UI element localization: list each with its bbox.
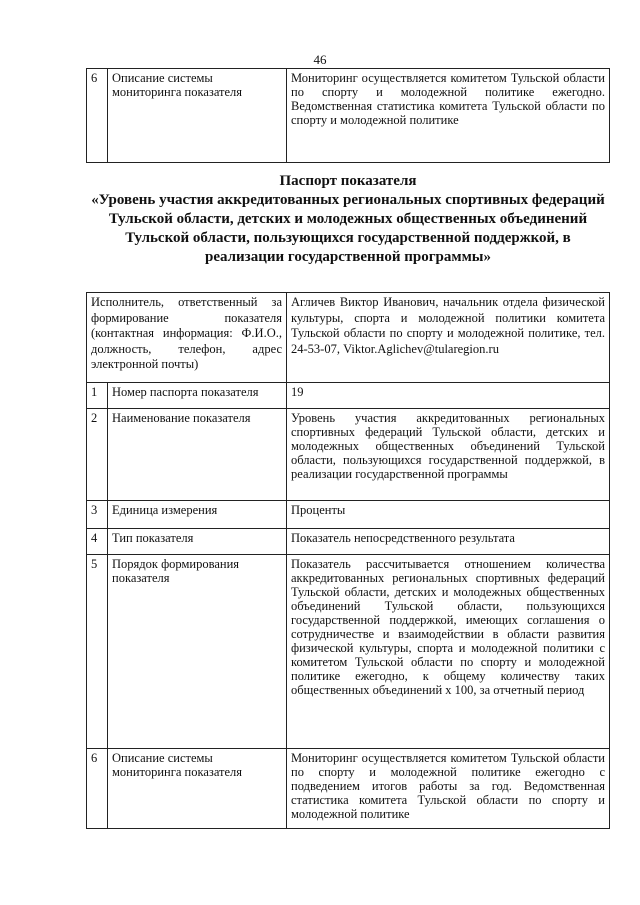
row-value: 19 (287, 383, 610, 409)
row-label: Описание системы мониторинга показателя (108, 69, 287, 163)
row-label: Номер паспорта показателя (108, 383, 287, 409)
page-number: 46 (313, 52, 327, 67)
row-number: 6 (87, 749, 108, 829)
row-number: 5 (87, 555, 108, 749)
row-number: 4 (87, 529, 108, 555)
row-number: 6 (87, 69, 108, 163)
passport-table (86, 292, 610, 829)
table-row (87, 501, 610, 529)
row-label: Наименование показателя (108, 409, 287, 501)
row-value: Показатель непосредственного результата (287, 529, 610, 555)
row-value: Проценты (287, 501, 610, 529)
passport-heading: Паспорт показателя (279, 173, 417, 189)
row-number: 3 (87, 501, 108, 529)
row-label: Описание системы мониторинга показателя (108, 749, 287, 829)
table-row (87, 383, 610, 409)
table-row (87, 555, 610, 749)
passport-subtitle: «Уровень участия аккредитованных региональных спортивных федераций Тульской области, детских и молодежных общественных объединений Тульской области, пользующихся государственной поддержкой, в реализации государственной программы» (91, 192, 605, 265)
row-value: Мониторинг осуществляется комитетом Тульской области по спорту и молодежной политике ежегодно. Ведомственная статистика комитета Тульской области по спорту и молодежной политике (287, 69, 610, 163)
row-label: Порядок формирования показателя (108, 555, 287, 749)
table-row (87, 749, 610, 829)
table-row (87, 529, 610, 555)
row-label: Единица измерения (108, 501, 287, 529)
table-row (87, 409, 610, 501)
row-number: 2 (87, 409, 108, 501)
row-value: Мониторинг осуществляется комитетом Тульской области по спорту и молодежной политике ежегодно с подведением итогов работы за год. Ведомственная статистика комитета Тульской области по спорту и молодежной политике (287, 749, 610, 829)
passport-title (86, 172, 610, 267)
table-row (87, 69, 610, 163)
executor-value: Агличев Виктор Иванович, начальник отдела физической культуры, спорта и молодежной политики комитета Тульской области по спорту и молодежной политике, тел. 24-53-07, Viktor.Aglichev@tularegion.ru (287, 293, 610, 383)
executor-label: Исполнитель, ответственный за формирование показателя (контактная информация: Ф.И.О., должность, телефон, адрес электронной почты) (87, 293, 287, 383)
continued-table (86, 68, 610, 163)
row-number: 1 (87, 383, 108, 409)
row-label: Тип показателя (108, 529, 287, 555)
executor-row (87, 293, 610, 383)
row-value: Уровень участия аккредитованных региональных спортивных федераций Тульской области, детских и молодежных общественных объединений Тульской области, пользующихся государственной поддержкой, в реализации государственной программы (287, 409, 610, 501)
row-value: Показатель рассчитывается отношением количества аккредитованных региональных спортивных федераций Тульской области, детских и молодежных общественных объединений Тульской области, пользующихся государственной поддержкой, имеющих соглашения о сотрудничестве и взаимодействии в области развития физической культуры, спорта и молодежной политики с комитетом Тульской области по спорту и молодежной политике ежегодно, к общему количеству таких общественных объединений х 100, за отчетный период (287, 555, 610, 749)
